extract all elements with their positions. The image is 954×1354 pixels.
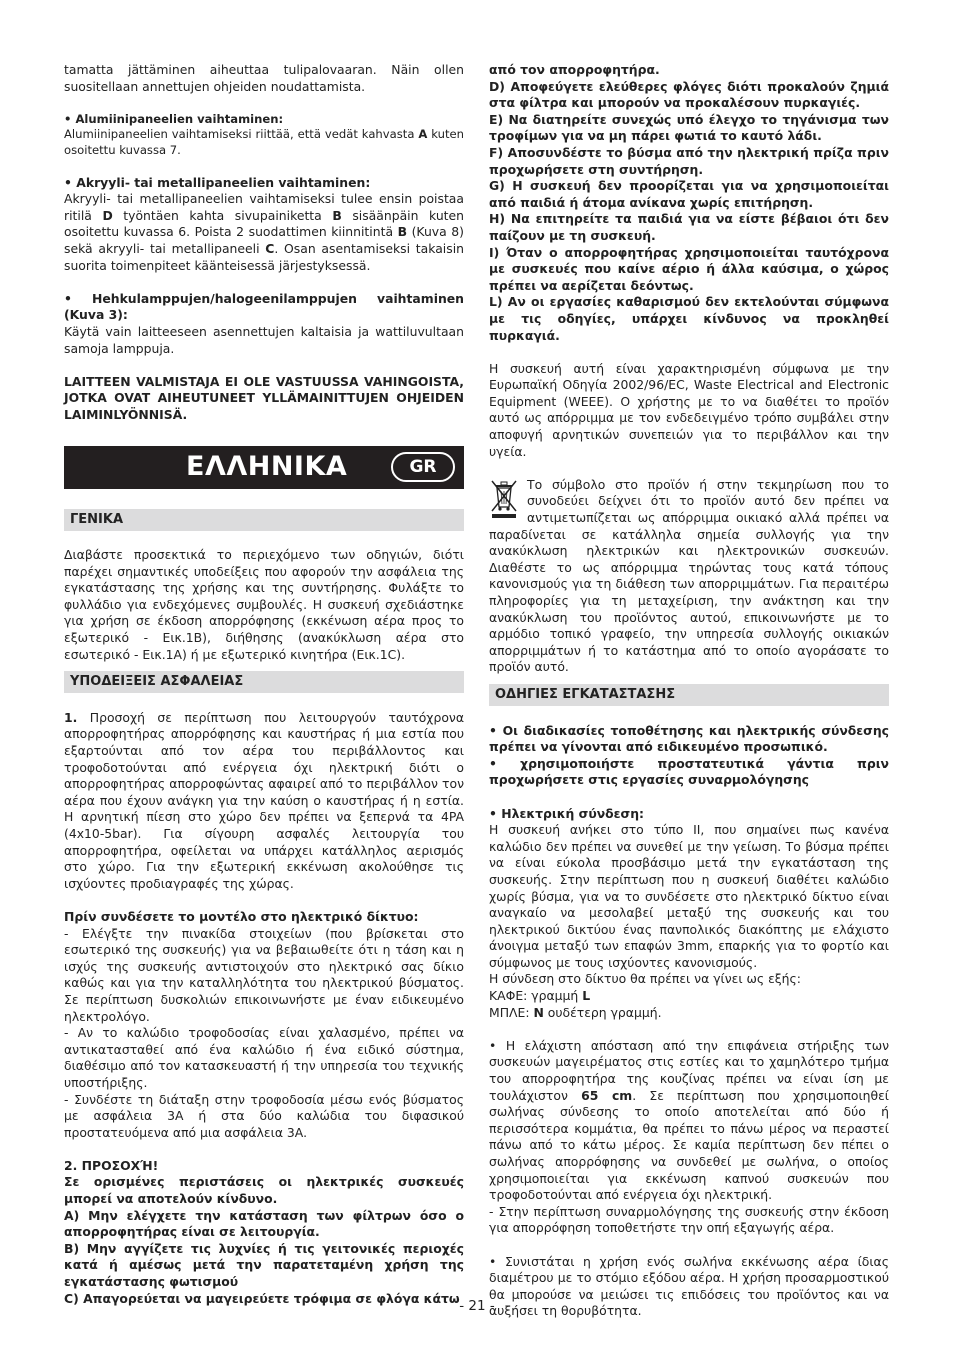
lamp-title: • Hehkulamppujen/halogeenilamppujen vaihtaminen (Kuva 3): [64,290,464,323]
warning-2-h: H) Να επιτηρείτε τα παιδιά για να είστε βέβαιοι ότι δεν παίζουν με τη συσκευή. [489,211,889,243]
language-badge: GR [391,452,455,482]
electric-title: • Ηλεκτρική σύνδεση: [489,805,644,821]
section-install: ΟΔΗΓΙΕΣ ΕΓΚΑΤΑΣΤΑΣΗΣ [489,684,889,706]
safety-point-1: 1. Προσοχή σε περίπτωση που λειτουργούν ταυτόχρονα απορροφητήρας απορρόφησης και καυστήρας ή μια εστία που εξαρτούνται από τον αέρα του περιβάλλοντος και τροφοδοτούνται από ενέργεια όχι ηλεκτρική διότι ο απορροφητήρας απορροφώντας αφαιρεί από το περιβάλλον τον αέρα που έχουν ανάγκη για την καύση ο καυστήρας ή η εστία. Η αρνητική πίεση στο χώρο δεν πρέπει να ξεπερνά τα 4PA (4x10-5bar). Για σίγουρη ασφαλές λειτουργία του απορροφητήρα, οφείλεται να υπάρχει κατάλληλος αερισμός στο χώρο. Για την εξωτερική εκκένωση ακολούθησε τις ισχύοντες προδιαγραφές της χώρας. [64,709,464,891]
brown-wire: ΚΑΦΕ: γραμμή L [489,988,591,1004]
banner-title: ΕΛΛΗΝΙΚΑ [186,450,348,482]
connect-item-3: - Συνδέστε τη διάταξη στην τροφοδοσία μέσω ενός βύσματος με ασφάλεια 3A ή στα δύο καλώδια του διφασικού προστατευόμενα από μια ασφάλεια 3A. [64,1091,464,1140]
alu-text: Alumiinipaneelien vaihtamiseksi riittää, että vedät kahvasta A kuten osoitettu kuvassa 7. [64,127,464,157]
weee-block [489,477,889,676]
distance-text: • Η ελάχιστη απόσταση από την επιφάνεια στήριξης των συσκευών μαγειρέματος στις εστίες και το χαμηλότερο τμήμα του απορροφητήρα της κουζίνας πρέπει να είναι ίση με τουλάχιστον 65 cm. Σε περίπτωση που χρησιμοποιηθεί σωλήνας σύνδεσης το οποίο αποτελείται από δύο ή περισσότερα κομμάτια, θα πρέπει το πάνω μέρος να περαστεί πάνω από το κάτω μέρος. Σε καμία περίπτωση δεν πέπει ο σωλήνας απορρόφησης να συνδεθεί με σωλήνα, ο οποίος χρησιμοποιείται για εκκένωση καπνού συσκευών που τροφοδοτούνται από ενέργεια όχι ηλεκτρική. [489,1037,889,1203]
akryyli-text: Akryyli- tai metallipaneelien vaihtamiseksi tulee ensin poistaa ritilä D työntäen kahta sivupainiketta B sisäänpäin kuten osoitettu kuvassa 6. Poista 2 suodattimen kiinnitintä B (Kuva 8) sekä akryyli- tai metallipaneeli C. Osan asentamiseksi takaisin suorita toimenpiteet käänteisessä järjestyksessä. [64,191,465,273]
general-text: Διαβάστε προσεκτικά το περιεχόμενο των οδηγιών, διότι παρέχει σημαντικές υποδείξεις που αφορούν την ασφάλεια της εγκατάστασης της χρήσης και της συντήρησης. Φυλάξτε το φυλλάδιο για ενδεχόμενες συμβουλές. Η συσκευή σχεδιάστηκε για χρήση σε έκδοση απορρόφησης (εκκένωση αέρα προς το εξωτερικό - Εικ.1B), διήθησης (ανακύκλωση αέρα στο εσωτερικό - Εικ.1A) ή με εξωτερικό κινητήρα (Εικ.1C). [64,547,464,662]
pipe-text: • Συνιστάται η χρήση ενός σωλήνα εκκένωσης αέρα ίδιας διαμέτρου με το στόμιο εξόδου αέρα. Η χρήση προσαρμοστικού θα μπορούσε να μειώσει τις επιδόσεις του προϊόντος και να αυξήσει τη θορυβότητα. [489,1253,889,1319]
right-column [489,62,889,1320]
warning-2-text: Σε ορισμένες περιστάσεις οι ηλεκτρικές συσκευές μπορεί να αποτελούν κίνδυνο. [64,1174,464,1207]
warning-2-l: L) Αν οι εργασίες καθαρισμού δεν εκτελούνται σύμφωνα με τις οδηγίες, υπάρχει κίνδυνος να προκληθεί πυρκαγιά. [489,294,889,343]
warning-2-i: I) Όταν ο απορροφητήρας χρησιμοποιείται ταυτόχρονα με συσκευές που καίνε αέριο ή άλλα καύσιμα, ο χώρος πρέπει να αερίζεται δεόντως. [489,244,889,293]
page-number: - 21 - [459,1298,495,1314]
crossed-bin-icon [489,479,519,519]
connect-title: Πρίν συνδέσετε το μοντέλο στο ηλεκτρικό δίκτυο: [64,908,419,924]
alu-title: • Alumiinipaneelien vaihtaminen: [64,111,284,126]
lamp-text: Käytä vain laitteeseen asennettujen kaltaisia ja wattiluvultaan samoja lamppuja. [64,323,464,356]
warning-2-d: D) Αποφεύγετε ελεύθερες φλόγες διότι προκαλούν ζημιά στα φίλτρα και μπορούν να προκαλέσουν πυρκαγιές. [489,78,889,111]
distance-note: - Στην περίπτωση συναρμολόγησης της συσκευής στην έκδοση για απορρόφηση τοποθετήστε την οπή εξαγωγής αέρα. [489,1203,889,1236]
warning-2-c-cont: από τον απορροφητήρα. [489,62,660,77]
section-general: ΓΕΝΙΚΑ [64,509,464,531]
manufacturer-warning: LAITTEEN VALMISTAJA EI OLE VASTUUSSA VAHINGOISTA, JOTKA OVAT AIHEUTUNEET YLLÄMAINITTUJEN OHJEIDEN LAIMINLYÖNNISÄ. [64,373,464,422]
section-safety: ΥΠΟΔΕΙΞΕΙΣ ΑΣΦΑΛΕΙΑΣ [64,671,464,693]
install-bullet-2: • χρησιμοποιήστε προστατευτικά γάντια πριν προχωρήσετε στις εργασίες συναρμολόγησης [489,755,889,788]
warning-2-g: G) Η συσκευή δεν προορίζεται για να χρησιμοποιείται από παιδιά ή άτομα ανίκανα χωρίς επιτήρηση. [489,178,889,210]
symbol-text: Το σύμβολο στο προϊόν ή στην τεκμηρίωση που το συνοδεύει δείχνει ότι το προϊόν αυτό δεν πρέπει να αντιμετωπίζεται ως απόρριμμα οικιακό αλλά πρέπει να παραδίνεται σε κατάλληλα σημεία συλλογής για την ανακύκλωση ηλεκτρικών και ηλεκτρονικών συσκευών. Διαθέστε το ως απόρριμμα τηρώντας τους κατά τόπους κανονισμούς για τη διάθεση των απορριμμάτων. Για περαιτέρω πληροφορίες για τη μεταχείριση, την ανάκτηση και την ανακύκλωση του προϊόντος αυτού, επικοινωνήστε με το αρμόδιο τοπικό γραφείο, την υπηρεσία συλλογής οικιακών απορριμμάτων ή το κατάστημα από το οποίο αγοράσατε το προϊόν αυτό. [489,476,889,675]
install-bullet-1: • Οι διαδικασίες τοποθέτησης και ηλεκτρικής σύνδεσης πρέπει να γίνονται από ειδικευμένο προσωπικό. [489,722,889,755]
left-column [64,62,464,1307]
weee-text: Η συσκευή αυτή είναι χαρακτηρισμένη σύμφωνα με την Ευρωπαϊκή Οδηγία 2002/96/EC, Waste Electrical and Electronic Equipment (WEEE). Ο χρήστης με το να διαθέτει το προϊόν αυτό ως απόρριμμα με τον ενδεδειγμένο τρόπο συμβάλει στην αποφυγή αρνητικών συνεπειών για το περιβάλλον και την υγεία. [489,360,889,459]
blue-wire: ΜΠΛΕ: N ουδέτερη γραμμή. [489,1004,662,1020]
electric-conn: Η σύνδεση στο δίκτυο θα πρέπει να γίνει ως εξής: [489,971,801,987]
warning-2-f: F) Αποσυνδέστε το βύσμα από την ηλεκτρική πρίζα πριν προχωρήσετε στη συντήρηση. [489,144,889,177]
warning-2-title: 2. ΠΡΟΣΟΧΉ! [64,1157,159,1173]
intro-text: tamatta jättäminen aiheuttaa tulipalovaaran. Näin ollen suositellaan annettujen ohjeiden noudattamista. [64,62,464,94]
connect-item-1: - Ελέγξτε την πινακίδα στοιχείων (που βρίσκεται στο εσωτερικό της συσκευής) για να βεβαιωθείτε ότι η τάση και η ισχύς της συσκευής αντιστοιχούν στο ηλεκτρικό σας δίκιο καθώς και για την καταλληλότητα του ηλεκτρικού βύσματος. Σε περίπτωση δυσκολιών επικοινωνήστε με έναν ειδικευμένο ηλεκτρολόγο. [64,925,464,1024]
language-banner [64,446,464,489]
warning-2-a: A) Μην ελέγχετε την κατάσταση των φίλτρων όσο ο απορροφητήρας είναι σε λειτουργία. [64,1207,464,1240]
connect-item-2: - Αν το καλώδιο τροφοδοσίας είναι χαλασμένο, πρέπει να αντικατασταθεί από ένα καλώδιο ή ένα ειδικό σύστημα, διαθέσιμο από τον κατασκευαστή ή την υπηρεσία του τεχνικής υποστήριξης. [64,1025,464,1090]
akryyli-title: • Akryyli- tai metallipaneelien vaihtaminen: [64,174,371,190]
electric-text: Η συσκευή ανήκει στο τύπο II, που σημαίνει πως κανένα καλώδιο δεν πρέπει να συνεθεί με την γείωση. Το βύσμα πρέπει να είναι εύκολα προσβάσιμο μετά την εγκατάσταση της συσκευής. Στην περίπτωση που η συσκευή διαθέτει καλώδιο χωρίς βύσμα, για να το συνδέσετε στο ηλεκτρικό δίκτυο είναι αναγκαίο να μεσολαβεί μεταξύ της συσκευής και του ηλεκτρικού δικτύου ένας πανπολικός διακόπτης με ελάχιστο άνοιγμα μεταξύ των επαφών 3mm, επαρκής για το φορτίο και σύμφωνος με τους ισχύοντες κανονισμούς. [489,822,889,970]
warning-2-b: B) Μην αγγίζετε τις λυχνίες ή τις γειτονικές περιοχές κατά ή αμέσως μετά την παρατεταμένη χρήση της εγκατάστασης φωτισμού [64,1240,464,1290]
warning-2-c: C) Απαγορεύεται να μαγειρεύετε τρόφιμα σε φλόγα κάτω [64,1290,460,1306]
warning-2-e: E) Να διατηρείτε συνεχώς υπό έλεγχο το τηγάνισμα των τροφίμων για να μη πάρει φωτιά το καυτό λάδι. [489,111,889,144]
